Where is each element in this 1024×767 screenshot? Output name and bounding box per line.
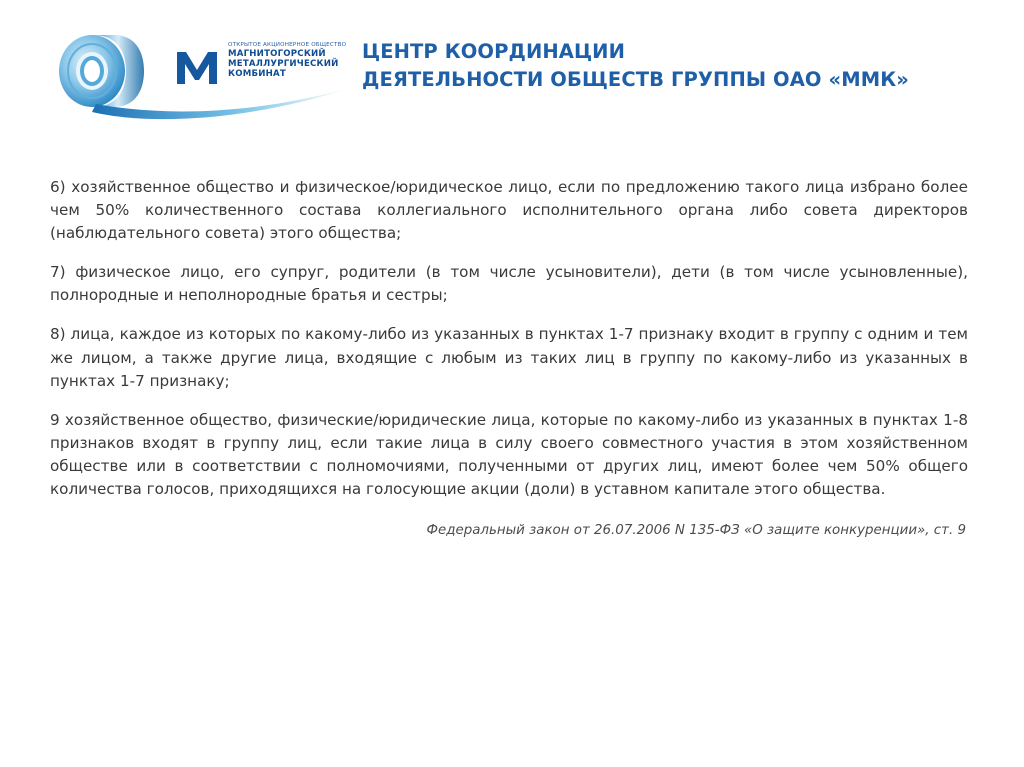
paragraph-8: 8) лица, каждое из которых по какому-либо из указанных в пунктах 1-7 признаку входит в группу с одним и тем же лицом, а также другие лица, входящие с любым из таких лиц в группу по какому-либо из указанных в пунктах 1-7 признаку; <box>50 325 968 390</box>
paragraph-9: 9 хозяйственное общество, физические/юридические лица, которые по какому-либо из указанных в пунктах 1-8 признаков входят в группу лиц, если такие лица в силу своего совместного участия в этом хозяйственном обществе или в соответствии с полномочиями, полученными от других лиц, имеют более чем 50% общего количества голосов, приходящихся на голосующие акции (доли) в уставном капитале этого общества. <box>50 410 968 499</box>
logo-line-open-joint-stock: ОТКРЫТОЕ АКЦИОНЕРНОЕ ОБЩЕСТВО <box>228 42 347 48</box>
mmk-logo <box>52 24 347 119</box>
paragraph-6: 6) хозяйственное общество и физическое/юридическое лицо, если по предложению такого лица избрано более чем 50% количественного состава коллегиального исполнительного органа либо совета директоров (наблюдательного совета) этого общества; <box>50 178 968 243</box>
page-title-line-1: ЦЕНТР КООРДИНАЦИИ <box>362 40 626 63</box>
page-title <box>362 38 992 93</box>
swoosh-icon <box>92 82 354 122</box>
page-title-line-2: ДЕЯТЕЛЬНОСТИ ОБЩЕСТВ ГРУППЫ ОАО «ММК» <box>362 67 909 91</box>
mmk-logo-text <box>228 42 368 79</box>
logo-line-kombinat: КОМБИНАТ <box>228 68 286 79</box>
logo-line-magnitogorsk: МАГНИТОГОРСКИЙ <box>228 48 326 59</box>
slide-body <box>0 176 1024 538</box>
source-citation: Федеральный закон от 26.07.2006 N 135-ФЗ «О защите конкуренции», ст. 9 <box>426 523 966 539</box>
logo-line-metallurgical: МЕТАЛЛУРГИЧЕСКИЙ <box>228 58 339 69</box>
paragraph-7: 7) физическое лицо, его супруг, родители (в том числе усыновители), дети (в том числе усыновленные), полнородные и неполнородные братья и сестры; <box>50 263 968 305</box>
slide-header <box>0 0 1024 140</box>
mmk-monogram-icon <box>174 46 220 88</box>
